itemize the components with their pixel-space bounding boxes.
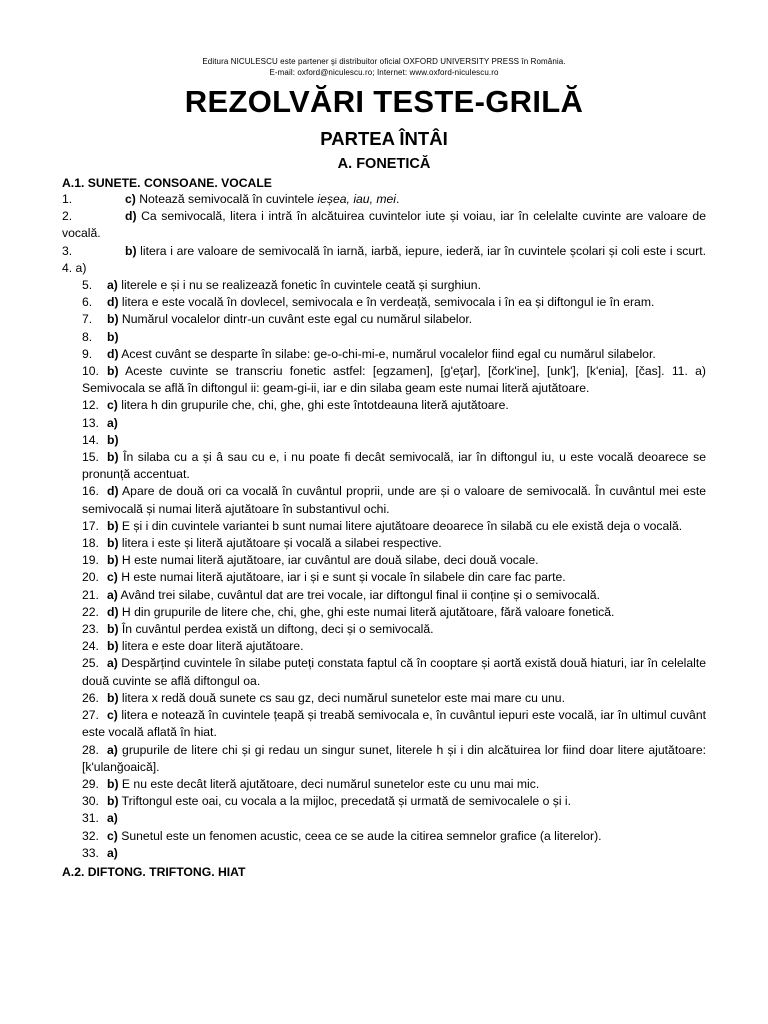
item-answer: a) <box>107 587 118 602</box>
item-body <box>82 588 600 602</box>
subpart-heading: A. FONETICĂ <box>337 156 431 172</box>
item-number: 12. <box>82 398 99 413</box>
item-tail: . <box>396 192 400 206</box>
answer-item <box>62 845 706 862</box>
item-number: 33. <box>82 845 99 860</box>
item-text: grupurile de litere chi și gi redau un singur sunet, literele h și i din alcătuirea lor fiind doar litere ajutătoare: [k'ulanğoaică]. <box>82 742 706 774</box>
answer-item <box>62 552 706 569</box>
item-body <box>82 605 614 619</box>
item-answer: b) <box>107 690 119 705</box>
item-answer: d) <box>107 484 119 499</box>
answer-item <box>62 363 706 397</box>
item-answer: b) <box>107 312 119 327</box>
answer-item <box>62 449 706 483</box>
item-body <box>62 209 706 240</box>
publisher-note <box>62 56 706 78</box>
section-heading-a1: A.1. SUNETE. CONSOANE. VOCALE <box>62 176 272 190</box>
item-text: litera e este doar literă ajutătoare. <box>118 639 304 654</box>
item-answer: b) <box>107 553 119 568</box>
item-body <box>82 519 682 533</box>
answer-item <box>62 518 706 535</box>
item-number: 24. <box>82 639 99 654</box>
answer-item <box>62 621 706 638</box>
answer-item <box>62 191 706 208</box>
item-answer: d) <box>107 604 119 619</box>
item-answer: c) <box>107 570 118 585</box>
item-text: Ca semivocală, litera i intră în alcătuirea cuvintelor iute și voiau, iar în celelalte cuvinte are valoare de vocală. <box>62 209 706 241</box>
item-text: H este numai literă ajutătoare, iar i și e sunt și vocale în silabele din care fac parte. <box>117 570 566 585</box>
item-text: În cuvântul perdea există un diftong, deci și o semivocală. <box>118 622 434 637</box>
item-answer: b) <box>107 536 119 551</box>
item-answer: b) <box>107 794 119 809</box>
item-number: 13. <box>82 415 99 430</box>
item-number: 19. <box>82 553 99 568</box>
item-answer: b) <box>107 639 119 654</box>
answer-item <box>62 346 706 363</box>
item-body <box>82 829 602 843</box>
item-answer: b) <box>107 329 119 344</box>
item-number: 1. <box>62 192 73 206</box>
item-number: 22. <box>82 604 99 619</box>
part-heading: PARTEA ÎNTÂI <box>320 128 448 149</box>
item-text: Acest cuvânt se desparte în silabe: ge-o-chi-mi-e, numărul vocalelor fiind egal cu numărul silabelor. <box>118 346 656 361</box>
item-body <box>82 794 571 808</box>
item-number: 8. <box>82 329 93 344</box>
item-number: 6. <box>82 295 93 310</box>
answer-item <box>62 604 706 621</box>
item-number: 32. <box>82 828 99 843</box>
item-text: literele e și i nu se realizează fonetic în cuvintele ceată și surghiun. <box>117 278 481 293</box>
item-text: Triftongul este oai, cu vocala a la mijloc, precedată și urmată de semivocalele o și i. <box>118 794 572 809</box>
item-number: 14. <box>82 432 99 447</box>
item-answer: a) <box>107 278 118 293</box>
item-text: H este numai literă ajutătoare, iar cuvântul are două silabe, deci două vocale. <box>118 553 539 568</box>
item-answer: a) <box>107 656 118 671</box>
item-body <box>125 192 399 206</box>
item-body <box>82 777 539 791</box>
answer-item <box>62 828 706 845</box>
item-number: 2. <box>62 209 73 224</box>
item-text: litera x redă două sunete cs sau gz, deci numărul sunetelor este mai mare cu unu. <box>118 690 565 705</box>
item-answer: a) <box>107 845 118 860</box>
item-text: litera i are valoare de semivocală în iarnă, iarbă, iepure, iederă, iar în cuvintele școlari și coli este i scurt. 4. a) <box>62 243 706 275</box>
item-answer: c) <box>107 828 118 843</box>
publisher-line-2: E-mail: oxford@niculescu.ro; Internet: www.oxford-niculescu.ro <box>269 68 499 77</box>
item-number: 5. <box>82 278 93 293</box>
item-answer: b) <box>107 622 119 637</box>
item-body <box>82 536 442 550</box>
item-answer: b) <box>107 518 119 533</box>
item-body <box>82 295 654 309</box>
item-number: 20. <box>82 570 99 585</box>
answer-item <box>62 810 706 827</box>
answer-item <box>62 329 706 346</box>
answer-item <box>62 793 706 810</box>
answer-item <box>62 690 706 707</box>
page-title: REZOLVĂRI TESTE-GRILĂ <box>184 84 584 119</box>
item-body <box>82 639 303 653</box>
answer-item <box>62 535 706 552</box>
item-number: 3. <box>62 243 73 258</box>
item-answer: b) <box>107 432 119 447</box>
item-body <box>82 743 706 774</box>
answer-item <box>62 397 706 414</box>
publisher-line-1: Editura NICULESCU este partener şi distribuitor oficial OXFORD UNIVERSITY PRESS în România. <box>202 57 566 66</box>
item-body <box>82 347 656 361</box>
answer-item <box>62 243 706 277</box>
item-body <box>82 484 706 515</box>
item-number: 7. <box>82 312 93 327</box>
item-answer: a) <box>107 742 118 757</box>
item-body <box>82 398 509 412</box>
item-answer: b) <box>125 243 137 258</box>
answer-item <box>62 638 706 655</box>
item-answer: b) <box>107 450 119 465</box>
item-text: Aceste cuvinte se transcriu fonetic astfel: [egzamen], [g'eţar], [čork'ine], [unk'], [k'enia], [čas]. 11. a) Semivocala se află în diftongul ii: geam-gi-ii, iar e din silaba geam este numai literă ajutătoare. <box>82 364 706 396</box>
item-number: 31. <box>82 811 99 826</box>
item-number: 26. <box>82 690 99 705</box>
answer-item <box>62 569 706 586</box>
item-number: 9. <box>82 346 93 361</box>
item-text: E nu este decât literă ajutătoare, deci numărul sunetelor este cu unu mai mic. <box>118 776 540 791</box>
item-body <box>82 450 706 481</box>
item-text: Despărțind cuvintele în silabe puteți constata faptul că în cooptare și aortă există două hiaturi, iar în celelalte două cuvinte se află diftongul oa. <box>82 656 706 688</box>
item-number: 25. <box>82 656 99 671</box>
item-answer: c) <box>107 708 118 723</box>
item-text: litera i este și literă ajutătoare și vocală a silabei respective. <box>118 536 442 551</box>
item-number: 21. <box>82 587 99 602</box>
item-text: Având trei silabe, cuvântul dat are trei vocale, iar diftongul final ii conține și o semivocală. <box>117 587 600 602</box>
answer-item <box>62 587 706 604</box>
answer-item <box>62 277 706 294</box>
item-answer: b) <box>107 776 119 791</box>
item-text: Notează semivocală în cuvintele <box>135 192 318 206</box>
item-answer: d) <box>107 346 119 361</box>
item-body <box>82 656 706 687</box>
answer-item <box>62 655 706 689</box>
answer-list <box>62 191 706 862</box>
item-number: 27. <box>82 708 99 723</box>
item-answer: d) <box>125 209 137 224</box>
answer-item <box>62 776 706 793</box>
item-italic: ieșea, iau, mei <box>317 192 396 206</box>
item-body <box>82 312 472 326</box>
section-heading-a2: A.2. DIFTONG. TRIFTONG. HIAT <box>62 864 246 879</box>
item-answer: c) <box>107 398 118 413</box>
answer-item <box>62 483 706 517</box>
item-text: Numărul vocalelor dintr-un cuvânt este egal cu numărul silabelor. <box>118 312 473 327</box>
item-answer: a) <box>107 415 118 430</box>
item-body <box>82 708 706 739</box>
item-body <box>82 364 706 395</box>
answer-item <box>62 742 706 776</box>
item-number: 17. <box>82 518 99 533</box>
item-answer: b) <box>107 364 119 379</box>
answer-item <box>62 707 706 741</box>
item-text: Sunetul este un fenomen acustic, ceea ce se aude la citirea semnelor grafice (a literelor). <box>117 828 602 843</box>
item-number: 29. <box>82 776 99 791</box>
item-number: 18. <box>82 536 99 551</box>
item-number: 23. <box>82 622 99 637</box>
item-answer: c) <box>125 192 136 206</box>
item-body <box>62 244 706 275</box>
item-text: H din grupurile de litere che, chi, ghe, ghi este numai literă ajutătoare, fără valoare fonetică. <box>118 604 615 619</box>
item-text: În silaba cu a și â sau cu e, i nu poate fi decât semivocală, iar în diftongul iu, u este vocală deoarece se pronunță accentuat. <box>82 450 706 482</box>
item-body <box>82 622 434 636</box>
item-number: 16. <box>82 484 99 499</box>
item-number: 30. <box>82 794 99 809</box>
item-body <box>82 278 481 292</box>
answer-item <box>62 311 706 328</box>
item-number: 28. <box>82 742 99 757</box>
answer-item <box>62 415 706 432</box>
item-text: Apare de două ori ca vocală în cuvântul proprii, unde are și o valoare de semivocală. În cuvântul mei este semivocală și numai literă ajutătoare în substantivul ochi. <box>82 484 706 516</box>
answer-item <box>62 208 706 242</box>
item-body <box>82 570 566 584</box>
item-text: litera e este vocală în dovlecel, semivocala e în verdeață, semivocala i în ea și diftongul ie în eram. <box>118 295 655 310</box>
item-answer: a) <box>107 811 118 826</box>
item-number: 15. <box>82 450 99 465</box>
answer-item <box>62 432 706 449</box>
item-text: litera e notează în cuvintele țeapă și treabă semivocala e, în cuvântul iepuri este vocală, iar în ultimul cuvânt este vocală aflată în hiat. <box>82 708 706 740</box>
item-answer: d) <box>107 295 119 310</box>
item-text: E și i din cuvintele variantei b sunt numai litere ajutătoare deoarece în silabă cu ele există deja o vocală. <box>118 518 683 533</box>
item-number: 10. <box>82 364 99 379</box>
item-body <box>82 553 539 567</box>
item-text: litera h din grupurile che, chi, ghe, ghi este întotdeauna literă ajutătoare. <box>117 398 509 413</box>
answer-item <box>62 294 706 311</box>
item-body <box>82 691 565 705</box>
